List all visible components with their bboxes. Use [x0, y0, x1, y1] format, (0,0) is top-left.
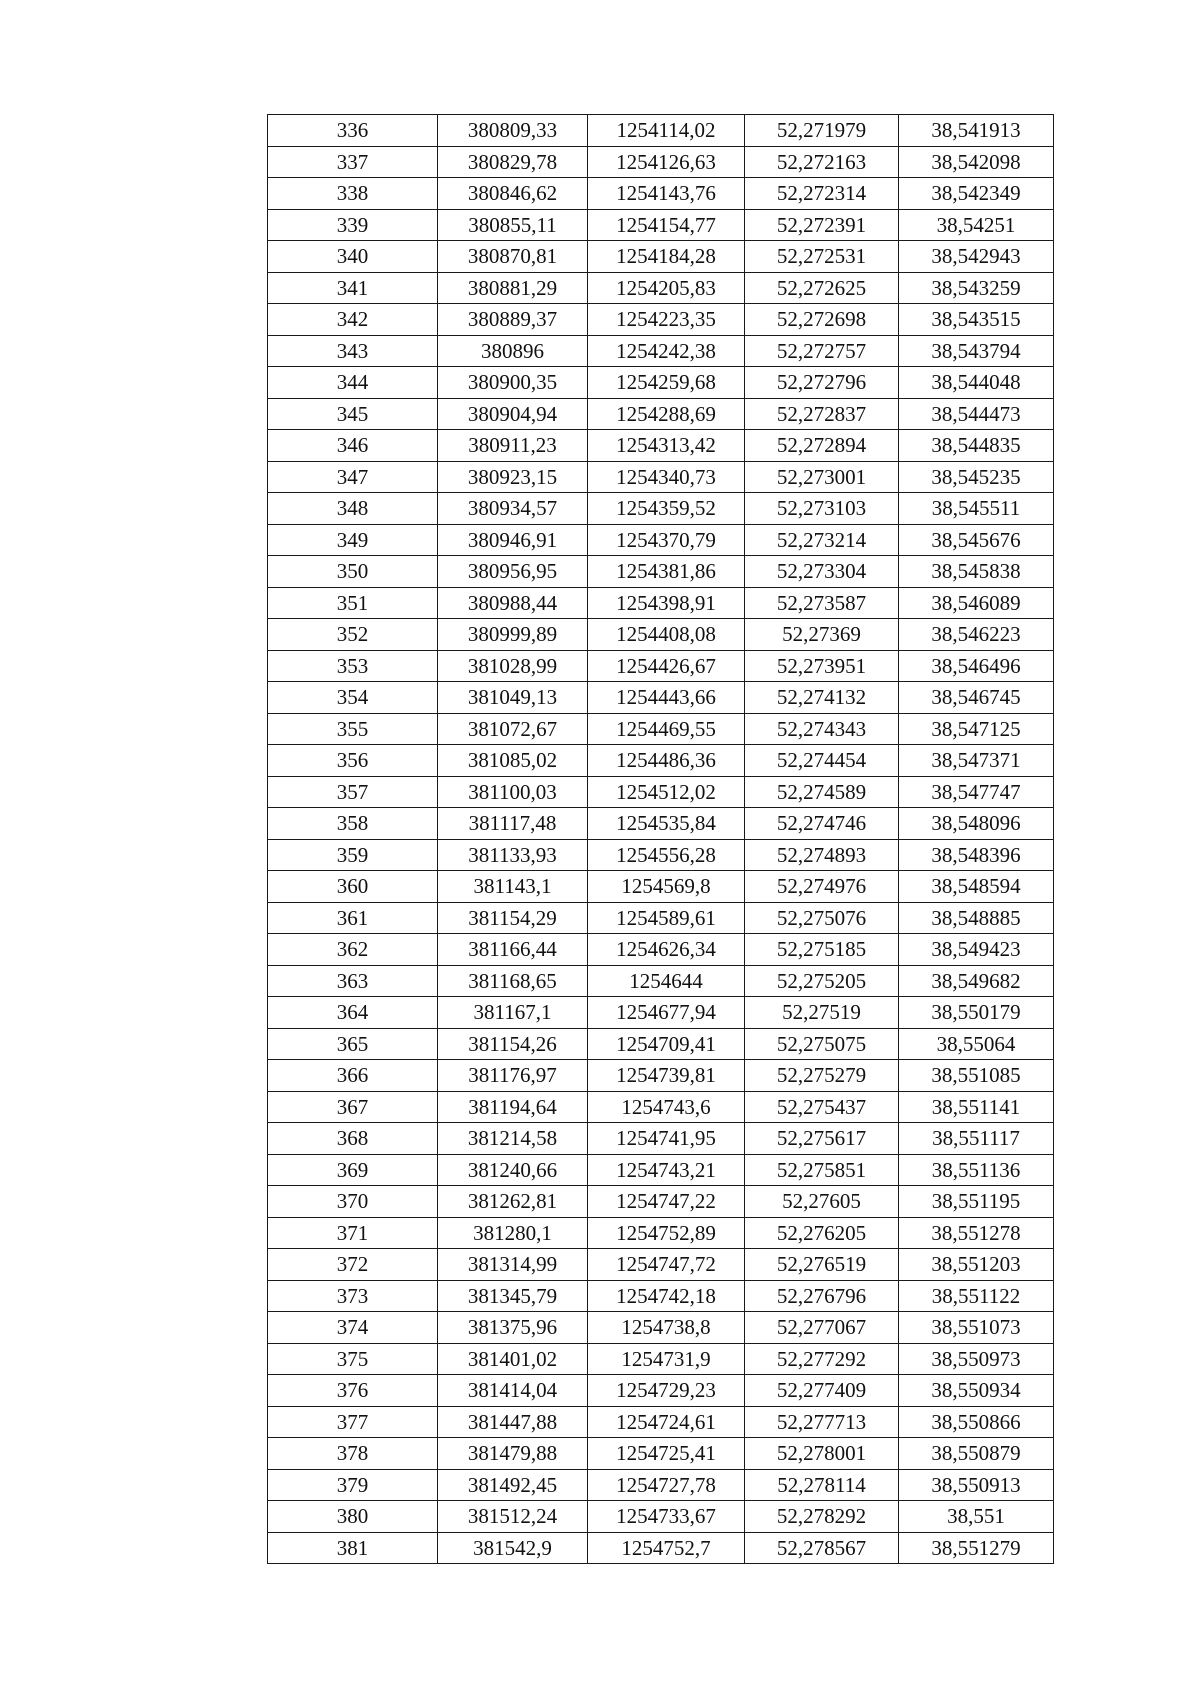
longitude-cell: 38,551195 [899, 1186, 1054, 1218]
x-coordinate-cell: 381072,67 [438, 713, 588, 745]
point-number-cell: 360 [268, 871, 438, 903]
latitude-cell: 52,273304 [745, 556, 899, 588]
point-number-cell: 351 [268, 587, 438, 619]
point-number-cell: 357 [268, 776, 438, 808]
latitude-cell: 52,273001 [745, 461, 899, 493]
y-coordinate-cell: 1254738,8 [588, 1312, 745, 1344]
longitude-cell: 38,543794 [899, 335, 1054, 367]
point-number-cell: 372 [268, 1249, 438, 1281]
y-coordinate-cell: 1254752,7 [588, 1532, 745, 1564]
longitude-cell: 38,542943 [899, 241, 1054, 273]
y-coordinate-cell: 1254742,18 [588, 1280, 745, 1312]
table-row [268, 335, 1054, 367]
y-coordinate-cell: 1254725,41 [588, 1438, 745, 1470]
longitude-cell: 38,545235 [899, 461, 1054, 493]
x-coordinate-cell: 380870,81 [438, 241, 588, 273]
longitude-cell: 38,545676 [899, 524, 1054, 556]
latitude-cell: 52,275279 [745, 1060, 899, 1092]
point-number-cell: 359 [268, 839, 438, 871]
latitude-cell: 52,274454 [745, 745, 899, 777]
latitude-cell: 52,275851 [745, 1154, 899, 1186]
y-coordinate-cell: 1254259,68 [588, 367, 745, 399]
latitude-cell: 52,272796 [745, 367, 899, 399]
table-row [268, 776, 1054, 808]
table-row [268, 272, 1054, 304]
longitude-cell: 38,550934 [899, 1375, 1054, 1407]
y-coordinate-cell: 1254223,35 [588, 304, 745, 336]
y-coordinate-cell: 1254242,38 [588, 335, 745, 367]
y-coordinate-cell: 1254569,8 [588, 871, 745, 903]
point-number-cell: 377 [268, 1406, 438, 1438]
latitude-cell: 52,274132 [745, 682, 899, 714]
latitude-cell: 52,276796 [745, 1280, 899, 1312]
longitude-cell: 38,546089 [899, 587, 1054, 619]
y-coordinate-cell: 1254143,76 [588, 178, 745, 210]
longitude-cell: 38,551 [899, 1501, 1054, 1533]
y-coordinate-cell: 1254184,28 [588, 241, 745, 273]
table-row [268, 682, 1054, 714]
point-number-cell: 349 [268, 524, 438, 556]
longitude-cell: 38,543515 [899, 304, 1054, 336]
longitude-cell: 38,548885 [899, 902, 1054, 934]
point-number-cell: 346 [268, 430, 438, 462]
latitude-cell: 52,278001 [745, 1438, 899, 1470]
table-row [268, 965, 1054, 997]
y-coordinate-cell: 1254535,84 [588, 808, 745, 840]
latitude-cell: 52,277292 [745, 1343, 899, 1375]
x-coordinate-cell: 381512,24 [438, 1501, 588, 1533]
longitude-cell: 38,551085 [899, 1060, 1054, 1092]
table-row [268, 1060, 1054, 1092]
x-coordinate-cell: 381479,88 [438, 1438, 588, 1470]
x-coordinate-cell: 381176,97 [438, 1060, 588, 1092]
longitude-cell: 38,551279 [899, 1532, 1054, 1564]
y-coordinate-cell: 1254288,69 [588, 398, 745, 430]
latitude-cell: 52,274976 [745, 871, 899, 903]
table-row [268, 997, 1054, 1029]
point-number-cell: 347 [268, 461, 438, 493]
table-row [268, 871, 1054, 903]
longitude-cell: 38,547371 [899, 745, 1054, 777]
latitude-cell: 52,273214 [745, 524, 899, 556]
table-row [268, 587, 1054, 619]
y-coordinate-cell: 1254340,73 [588, 461, 745, 493]
y-coordinate-cell: 1254443,66 [588, 682, 745, 714]
table-row [268, 367, 1054, 399]
latitude-cell: 52,276205 [745, 1217, 899, 1249]
x-coordinate-cell: 380896 [438, 335, 588, 367]
y-coordinate-cell: 1254724,61 [588, 1406, 745, 1438]
y-coordinate-cell: 1254359,52 [588, 493, 745, 525]
longitude-cell: 38,546745 [899, 682, 1054, 714]
x-coordinate-cell: 381143,1 [438, 871, 588, 903]
x-coordinate-cell: 380988,44 [438, 587, 588, 619]
point-number-cell: 376 [268, 1375, 438, 1407]
table-row [268, 808, 1054, 840]
latitude-cell: 52,275437 [745, 1091, 899, 1123]
y-coordinate-cell: 1254370,79 [588, 524, 745, 556]
point-number-cell: 364 [268, 997, 438, 1029]
x-coordinate-cell: 380829,78 [438, 146, 588, 178]
latitude-cell: 52,27605 [745, 1186, 899, 1218]
point-number-cell: 355 [268, 713, 438, 745]
table-row [268, 713, 1054, 745]
point-number-cell: 369 [268, 1154, 438, 1186]
latitude-cell: 52,275075 [745, 1028, 899, 1060]
point-number-cell: 354 [268, 682, 438, 714]
longitude-cell: 38,550866 [899, 1406, 1054, 1438]
table-row [268, 1154, 1054, 1186]
longitude-cell: 38,551073 [899, 1312, 1054, 1344]
latitude-cell: 52,274343 [745, 713, 899, 745]
y-coordinate-cell: 1254154,77 [588, 209, 745, 241]
longitude-cell: 38,544835 [899, 430, 1054, 462]
latitude-cell: 52,277409 [745, 1375, 899, 1407]
x-coordinate-cell: 381414,04 [438, 1375, 588, 1407]
table-row [268, 146, 1054, 178]
x-coordinate-cell: 380809,33 [438, 115, 588, 147]
latitude-cell: 52,275185 [745, 934, 899, 966]
table-row [268, 650, 1054, 682]
x-coordinate-cell: 381154,26 [438, 1028, 588, 1060]
table-row [268, 839, 1054, 871]
table-row [268, 304, 1054, 336]
point-number-cell: 379 [268, 1469, 438, 1501]
latitude-cell: 52,274893 [745, 839, 899, 871]
longitude-cell: 38,542098 [899, 146, 1054, 178]
y-coordinate-cell: 1254486,36 [588, 745, 745, 777]
latitude-cell: 52,27369 [745, 619, 899, 651]
x-coordinate-cell: 380904,94 [438, 398, 588, 430]
x-coordinate-cell: 381542,9 [438, 1532, 588, 1564]
x-coordinate-cell: 381401,02 [438, 1343, 588, 1375]
x-coordinate-cell: 381375,96 [438, 1312, 588, 1344]
point-number-cell: 356 [268, 745, 438, 777]
table-row [268, 1280, 1054, 1312]
x-coordinate-cell: 380923,15 [438, 461, 588, 493]
table-row [268, 115, 1054, 147]
table-row [268, 934, 1054, 966]
point-number-cell: 363 [268, 965, 438, 997]
longitude-cell: 38,548396 [899, 839, 1054, 871]
y-coordinate-cell: 1254626,34 [588, 934, 745, 966]
longitude-cell: 38,541913 [899, 115, 1054, 147]
x-coordinate-cell: 380855,11 [438, 209, 588, 241]
latitude-cell: 52,277067 [745, 1312, 899, 1344]
point-number-cell: 342 [268, 304, 438, 336]
latitude-cell: 52,275617 [745, 1123, 899, 1155]
latitude-cell: 52,273587 [745, 587, 899, 619]
latitude-cell: 52,272698 [745, 304, 899, 336]
point-number-cell: 367 [268, 1091, 438, 1123]
y-coordinate-cell: 1254677,94 [588, 997, 745, 1029]
y-coordinate-cell: 1254408,08 [588, 619, 745, 651]
x-coordinate-cell: 381314,99 [438, 1249, 588, 1281]
table-row [268, 1249, 1054, 1281]
x-coordinate-cell: 380999,89 [438, 619, 588, 651]
longitude-cell: 38,542349 [899, 178, 1054, 210]
x-coordinate-cell: 381194,64 [438, 1091, 588, 1123]
longitude-cell: 38,550879 [899, 1438, 1054, 1470]
point-number-cell: 336 [268, 115, 438, 147]
x-coordinate-cell: 381168,65 [438, 965, 588, 997]
table-row [268, 461, 1054, 493]
y-coordinate-cell: 1254752,89 [588, 1217, 745, 1249]
x-coordinate-cell: 380934,57 [438, 493, 588, 525]
latitude-cell: 52,274746 [745, 808, 899, 840]
longitude-cell: 38,550179 [899, 997, 1054, 1029]
point-number-cell: 368 [268, 1123, 438, 1155]
longitude-cell: 38,543259 [899, 272, 1054, 304]
y-coordinate-cell: 1254731,9 [588, 1343, 745, 1375]
latitude-cell: 52,278567 [745, 1532, 899, 1564]
x-coordinate-cell: 380889,37 [438, 304, 588, 336]
point-number-cell: 361 [268, 902, 438, 934]
longitude-cell: 38,546223 [899, 619, 1054, 651]
x-coordinate-cell: 380946,91 [438, 524, 588, 556]
table-row [268, 1217, 1054, 1249]
x-coordinate-cell: 381117,48 [438, 808, 588, 840]
longitude-cell: 38,551203 [899, 1249, 1054, 1281]
table-row [268, 430, 1054, 462]
point-number-cell: 353 [268, 650, 438, 682]
x-coordinate-cell: 381028,99 [438, 650, 588, 682]
latitude-cell: 52,27519 [745, 997, 899, 1029]
point-number-cell: 350 [268, 556, 438, 588]
point-number-cell: 344 [268, 367, 438, 399]
longitude-cell: 38,545511 [899, 493, 1054, 525]
longitude-cell: 38,548594 [899, 871, 1054, 903]
x-coordinate-cell: 381240,66 [438, 1154, 588, 1186]
table-row [268, 1406, 1054, 1438]
table-row [268, 1501, 1054, 1533]
coordinates-table-body [268, 115, 1054, 1564]
point-number-cell: 373 [268, 1280, 438, 1312]
x-coordinate-cell: 381280,1 [438, 1217, 588, 1249]
longitude-cell: 38,544473 [899, 398, 1054, 430]
point-number-cell: 381 [268, 1532, 438, 1564]
latitude-cell: 52,272894 [745, 430, 899, 462]
latitude-cell: 52,274589 [745, 776, 899, 808]
point-number-cell: 340 [268, 241, 438, 273]
table-row [268, 1186, 1054, 1218]
y-coordinate-cell: 1254426,67 [588, 650, 745, 682]
latitude-cell: 52,272625 [745, 272, 899, 304]
longitude-cell: 38,551278 [899, 1217, 1054, 1249]
y-coordinate-cell: 1254741,95 [588, 1123, 745, 1155]
x-coordinate-cell: 381167,1 [438, 997, 588, 1029]
x-coordinate-cell: 381166,44 [438, 934, 588, 966]
latitude-cell: 52,272391 [745, 209, 899, 241]
longitude-cell: 38,548096 [899, 808, 1054, 840]
longitude-cell: 38,547125 [899, 713, 1054, 745]
longitude-cell: 38,546496 [899, 650, 1054, 682]
point-number-cell: 365 [268, 1028, 438, 1060]
table-row [268, 902, 1054, 934]
latitude-cell: 52,278292 [745, 1501, 899, 1533]
table-row [268, 619, 1054, 651]
point-number-cell: 371 [268, 1217, 438, 1249]
longitude-cell: 38,547747 [899, 776, 1054, 808]
latitude-cell: 52,275076 [745, 902, 899, 934]
x-coordinate-cell: 380846,62 [438, 178, 588, 210]
longitude-cell: 38,54251 [899, 209, 1054, 241]
x-coordinate-cell: 380881,29 [438, 272, 588, 304]
point-number-cell: 338 [268, 178, 438, 210]
x-coordinate-cell: 381214,58 [438, 1123, 588, 1155]
y-coordinate-cell: 1254381,86 [588, 556, 745, 588]
latitude-cell: 52,272757 [745, 335, 899, 367]
table-row [268, 1469, 1054, 1501]
y-coordinate-cell: 1254743,21 [588, 1154, 745, 1186]
x-coordinate-cell: 381100,03 [438, 776, 588, 808]
latitude-cell: 52,273951 [745, 650, 899, 682]
coordinates-table [267, 114, 1054, 1564]
y-coordinate-cell: 1254126,63 [588, 146, 745, 178]
longitude-cell: 38,551136 [899, 1154, 1054, 1186]
longitude-cell: 38,551122 [899, 1280, 1054, 1312]
x-coordinate-cell: 380911,23 [438, 430, 588, 462]
table-row [268, 1028, 1054, 1060]
x-coordinate-cell: 380956,95 [438, 556, 588, 588]
y-coordinate-cell: 1254747,72 [588, 1249, 745, 1281]
x-coordinate-cell: 381492,45 [438, 1469, 588, 1501]
table-row [268, 556, 1054, 588]
y-coordinate-cell: 1254743,6 [588, 1091, 745, 1123]
x-coordinate-cell: 380900,35 [438, 367, 588, 399]
x-coordinate-cell: 381345,79 [438, 1280, 588, 1312]
table-row [268, 1438, 1054, 1470]
table-row [268, 524, 1054, 556]
x-coordinate-cell: 381447,88 [438, 1406, 588, 1438]
longitude-cell: 38,551117 [899, 1123, 1054, 1155]
y-coordinate-cell: 1254709,41 [588, 1028, 745, 1060]
longitude-cell: 38,549423 [899, 934, 1054, 966]
y-coordinate-cell: 1254398,91 [588, 587, 745, 619]
y-coordinate-cell: 1254114,02 [588, 115, 745, 147]
longitude-cell: 38,544048 [899, 367, 1054, 399]
point-number-cell: 366 [268, 1060, 438, 1092]
point-number-cell: 370 [268, 1186, 438, 1218]
latitude-cell: 52,271979 [745, 115, 899, 147]
latitude-cell: 52,278114 [745, 1469, 899, 1501]
x-coordinate-cell: 381049,13 [438, 682, 588, 714]
point-number-cell: 380 [268, 1501, 438, 1533]
y-coordinate-cell: 1254469,55 [588, 713, 745, 745]
point-number-cell: 343 [268, 335, 438, 367]
latitude-cell: 52,275205 [745, 965, 899, 997]
x-coordinate-cell: 381133,93 [438, 839, 588, 871]
longitude-cell: 38,550973 [899, 1343, 1054, 1375]
table-row [268, 209, 1054, 241]
point-number-cell: 378 [268, 1438, 438, 1470]
point-number-cell: 362 [268, 934, 438, 966]
table-row [268, 398, 1054, 430]
point-number-cell: 375 [268, 1343, 438, 1375]
y-coordinate-cell: 1254512,02 [588, 776, 745, 808]
latitude-cell: 52,272314 [745, 178, 899, 210]
y-coordinate-cell: 1254556,28 [588, 839, 745, 871]
latitude-cell: 52,272163 [745, 146, 899, 178]
y-coordinate-cell: 1254739,81 [588, 1060, 745, 1092]
y-coordinate-cell: 1254747,22 [588, 1186, 745, 1218]
point-number-cell: 352 [268, 619, 438, 651]
latitude-cell: 52,277713 [745, 1406, 899, 1438]
table-row [268, 1532, 1054, 1564]
y-coordinate-cell: 1254644 [588, 965, 745, 997]
point-number-cell: 339 [268, 209, 438, 241]
latitude-cell: 52,273103 [745, 493, 899, 525]
point-number-cell: 345 [268, 398, 438, 430]
table-row [268, 1343, 1054, 1375]
point-number-cell: 374 [268, 1312, 438, 1344]
latitude-cell: 52,272531 [745, 241, 899, 273]
x-coordinate-cell: 381154,29 [438, 902, 588, 934]
x-coordinate-cell: 381085,02 [438, 745, 588, 777]
point-number-cell: 337 [268, 146, 438, 178]
y-coordinate-cell: 1254313,42 [588, 430, 745, 462]
longitude-cell: 38,550913 [899, 1469, 1054, 1501]
y-coordinate-cell: 1254727,78 [588, 1469, 745, 1501]
y-coordinate-cell: 1254729,23 [588, 1375, 745, 1407]
point-number-cell: 348 [268, 493, 438, 525]
table-row [268, 1375, 1054, 1407]
table-row [268, 1091, 1054, 1123]
table-row [268, 745, 1054, 777]
table-row [268, 241, 1054, 273]
x-coordinate-cell: 381262,81 [438, 1186, 588, 1218]
longitude-cell: 38,55064 [899, 1028, 1054, 1060]
point-number-cell: 341 [268, 272, 438, 304]
point-number-cell: 358 [268, 808, 438, 840]
table-row [268, 493, 1054, 525]
y-coordinate-cell: 1254589,61 [588, 902, 745, 934]
latitude-cell: 52,272837 [745, 398, 899, 430]
y-coordinate-cell: 1254733,67 [588, 1501, 745, 1533]
latitude-cell: 52,276519 [745, 1249, 899, 1281]
table-row [268, 178, 1054, 210]
table-row [268, 1123, 1054, 1155]
table-row [268, 1312, 1054, 1344]
longitude-cell: 38,549682 [899, 965, 1054, 997]
longitude-cell: 38,551141 [899, 1091, 1054, 1123]
longitude-cell: 38,545838 [899, 556, 1054, 588]
y-coordinate-cell: 1254205,83 [588, 272, 745, 304]
